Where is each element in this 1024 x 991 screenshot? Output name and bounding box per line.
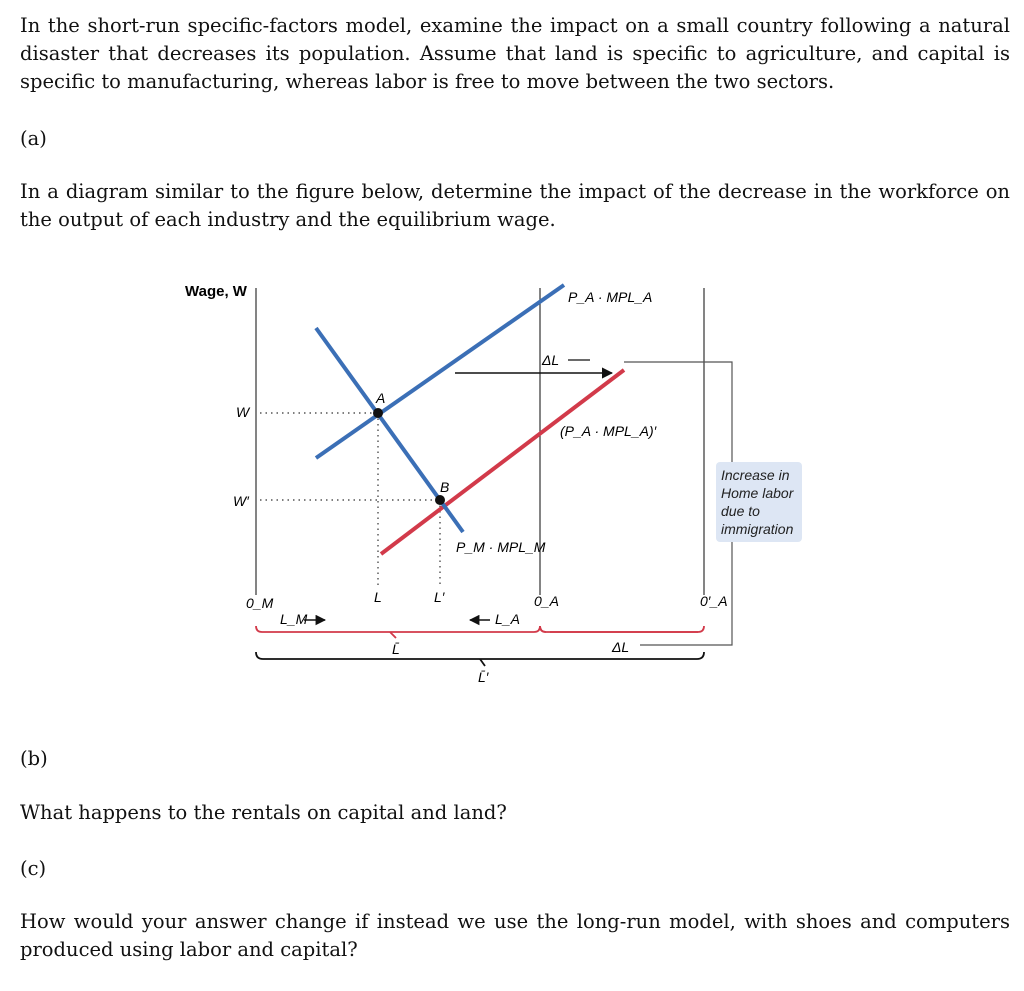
black-brace-tip <box>480 659 485 666</box>
part-c-text: How would your answer change if instead we use the long-run model, with shoes and computers produced using labor and capital? <box>20 910 1010 961</box>
pa-mpla-shifted-label: (P_A · MPL_A)′ <box>560 423 657 439</box>
wage-w-prime-label: W′ <box>233 493 249 509</box>
oa-prime-label: 0′_A <box>700 593 728 609</box>
lbar-prime-label: L̄′ <box>478 669 489 685</box>
part-c-label: (c) <box>20 857 47 880</box>
om-label: 0_M <box>246 595 274 611</box>
lbar-label: L̄ <box>392 641 400 657</box>
pa-mpla-label: P_A · MPL_A <box>568 289 653 305</box>
point-a-label: A <box>376 390 386 406</box>
pa-mpla-curve <box>316 285 564 458</box>
part-b-text: What happens to the rentals on capital and land? <box>20 801 507 824</box>
red-brace-middle <box>540 626 704 632</box>
l-prime-label: L′ <box>434 589 445 605</box>
lm-label: L_M <box>280 611 308 627</box>
delta-l-bottom-label: ΔL <box>612 639 630 655</box>
red-brace-left-tip <box>390 632 396 638</box>
question-intro: In the short-run specific-factors model, examine the impact on a small country following a natural disaster that decreases its population. Assume that land is specific to agriculture, and capital is specific to manufacturing, whereas labor is free to move between the two sectors. <box>20 14 1010 93</box>
part-a-label: (a) <box>20 127 47 150</box>
point-b-label: B <box>440 479 450 495</box>
black-brace <box>256 652 704 659</box>
pa-mpla-shifted-curve <box>381 370 624 554</box>
part-a-text: In a diagram similar to the figure below, determine the impact of the decrease in the workforce on the output of each industry and the equilibrium wage. <box>20 180 1010 231</box>
delta-l-top-label: ΔL <box>542 352 560 368</box>
l-label: L <box>374 589 382 605</box>
y-axis-label: Wage, W <box>185 283 247 300</box>
wage-w-label: W <box>236 404 250 420</box>
la-label: L_A <box>495 611 520 627</box>
immigration-callout: Increase in Home labor due to immigration <box>716 462 802 542</box>
point-a-dot <box>373 408 383 418</box>
pm-mplm-label: P_M · MPL_M <box>456 539 546 555</box>
part-b-label: (b) <box>20 747 48 770</box>
point-b-dot <box>435 495 445 505</box>
oa-label: 0_A <box>534 593 559 609</box>
